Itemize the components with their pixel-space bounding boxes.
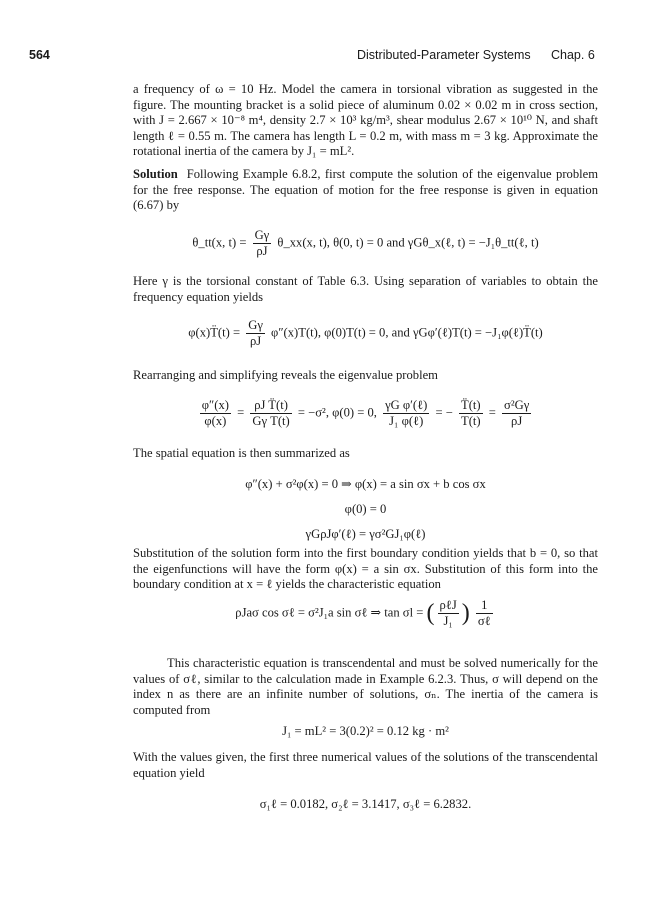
eq2-den: ρJ bbox=[249, 334, 262, 348]
eq3-frac2-den: Gγ T(t) bbox=[252, 414, 290, 428]
eq1-rhs: θ_xx(x, t), θ(0, t) = 0 and γGθ_x(ℓ, t) = −J₁θ_tt(ℓ, t) bbox=[277, 235, 539, 250]
eq4-line2: φ(0) = 0 bbox=[344, 502, 387, 516]
paragraph-transcendental bbox=[133, 656, 598, 718]
running-header bbox=[0, 48, 647, 66]
eq3-equals-final: = bbox=[488, 405, 496, 420]
eq3-frac4 bbox=[459, 398, 483, 429]
eq6-text: J₁ = mL² = 3(0.2)² = 0.12 kg · m² bbox=[282, 724, 449, 738]
paragraph-text: Substitution of the solution form into the first boundary condition yields that b = 0, so that the eigenfunctions will have the form φ(x) = a sin σx. Substitution of this form into the boundary condition at x = ℓ yields the characteristic equation bbox=[133, 546, 598, 592]
equation-separated bbox=[133, 318, 598, 349]
paragraph-text: Here γ is the torsional constant of Table 6.3. Using separation of variables to obtain the frequency equation yields bbox=[133, 274, 598, 304]
equation-spatial bbox=[133, 472, 598, 547]
eq3-equals: = bbox=[237, 405, 245, 420]
eq2-num: Gγ bbox=[248, 318, 263, 332]
eq3-frac4-den: T(t) bbox=[461, 414, 481, 428]
page-number: 564 bbox=[29, 48, 50, 62]
eq5-paren-den: J₁ bbox=[443, 614, 453, 628]
eq3-equals-neg: = − bbox=[435, 405, 453, 420]
eq4-line1: φ″(x) + σ²φ(x) = 0 ⇒ φ(x) = a sin σx + b cos σx bbox=[245, 477, 486, 491]
paragraph-text: The spatial equation is then summarized as bbox=[133, 446, 350, 460]
paragraph-solution bbox=[133, 167, 598, 214]
eq5-paren-num: ρℓJ bbox=[439, 598, 457, 612]
eq5-den: σℓ bbox=[477, 614, 491, 628]
equation-motion bbox=[133, 228, 598, 259]
equation-characteristic: ρJaσ cos σℓ = σ²J₁a sin σℓ ⇒ tan σl = ( $\frac{\text{ρℓJ}}{\text{J₁}}$ ) $\frac{1}{\text{σℓ}}$ bbox=[235, 598, 491, 628]
equation-solutions bbox=[133, 797, 598, 812]
eq5-lhs: ρJaσ cos σℓ = σ²J₁a sin σℓ ⇒ tan σl = bbox=[235, 605, 424, 620]
eq5-num: 1 bbox=[476, 598, 493, 614]
eq3-frac5-den: ρJ bbox=[511, 414, 523, 428]
eq3-frac2-num: ρJ T̈(t) bbox=[250, 398, 291, 414]
paragraph-text: a frequency of ω = 10 Hz. Model the camera in torsional vibration as suggested in the figure. The mounting bracket is a solid piece of aluminum 0.02 × 0.02 m in cross section, with J = 2.667 × 10⁻⁸ m⁴, density 2.7 × 10³ kg/m³, shear modulus 2.67 × 10¹⁰ N, and shaft length ℓ = 0.55 m. The camera has length L = 0.2 m, with mass m = 3 kg. Approximate the rotational inertia of the camera by J₁ = mL². bbox=[133, 82, 598, 159]
eq3-frac1-den: φ(x) bbox=[204, 414, 227, 428]
eq1-fraction bbox=[253, 228, 272, 259]
eq3-frac1-num: φ″(x) bbox=[201, 398, 229, 412]
paragraph-text: This characteristic equation is transcendental and must be solved numerically for the values of σℓ, similar to the calculation made in Example 6.2.3. Thus, σ will depend on the index n as there are an infinite number of solutions, σₙ. The inertia of the camera is computed from bbox=[133, 656, 598, 717]
eq5-paren-fraction bbox=[438, 598, 459, 629]
eq1-den: ρJ bbox=[256, 244, 268, 258]
eq3-frac3-den: J₁ φ(ℓ) bbox=[389, 414, 424, 428]
solution-text: Following Example 6.8.2, first compute the solution of the eigenvalue problem for the free response. The equation of motion for the free response is given in equation (6.67) by bbox=[133, 167, 598, 213]
eq7-text: σ₁ℓ = 0.0182, σ₂ℓ = 3.1417, σ₃ℓ = 6.2832. bbox=[259, 797, 472, 811]
eq3-frac5-num: σ²Gγ bbox=[504, 398, 530, 412]
eq2-lhs: φ(x)T̈(t) = bbox=[188, 325, 241, 340]
chapter-label: Chap. 6 bbox=[551, 48, 595, 62]
paragraph-separation bbox=[133, 274, 598, 305]
paragraph-problem-statement bbox=[133, 82, 598, 160]
paragraph-values bbox=[133, 750, 598, 781]
solution-label: Solution bbox=[133, 167, 178, 181]
running-title: Distributed-Parameter Systems bbox=[357, 48, 531, 62]
eq5-fraction bbox=[476, 598, 493, 629]
paragraph-spatial bbox=[133, 446, 598, 462]
paragraph-rearranging bbox=[133, 368, 598, 384]
paragraph-substitution bbox=[133, 546, 598, 593]
eq3-frac3 bbox=[383, 398, 429, 429]
eq3-frac1 bbox=[200, 398, 231, 429]
eq2-rhs: φ″(x)T(t), φ(0)T(t) = 0, and γGφ′(ℓ)T(t) = −J₁φ(ℓ)T̈(t) bbox=[271, 325, 543, 340]
eq4-line3: γGρJφ′(ℓ) = γσ²GJ₁φ(ℓ) bbox=[305, 527, 426, 541]
eq1-num: Gγ bbox=[254, 228, 270, 242]
paragraph-text: With the values given, the first three numerical values of the solutions of the transcendental equation yield bbox=[133, 750, 598, 780]
eq3-frac3-num: γG φ′(ℓ) bbox=[385, 398, 428, 412]
equation-inertia bbox=[133, 724, 598, 739]
eq2-fraction bbox=[246, 318, 265, 349]
eq3-middle: = −σ², φ(0) = 0, bbox=[297, 405, 377, 420]
paragraph-text: Rearranging and simplifying reveals the eigenvalue problem bbox=[133, 368, 438, 382]
eq3-frac5 bbox=[502, 398, 531, 429]
equation-eigenvalue-problem bbox=[133, 398, 598, 429]
eq1-lhs: θ_tt(x, t) = bbox=[192, 235, 247, 250]
eq3-frac2 bbox=[250, 398, 291, 429]
eq3-frac4-num: T̈(t) bbox=[461, 398, 481, 412]
